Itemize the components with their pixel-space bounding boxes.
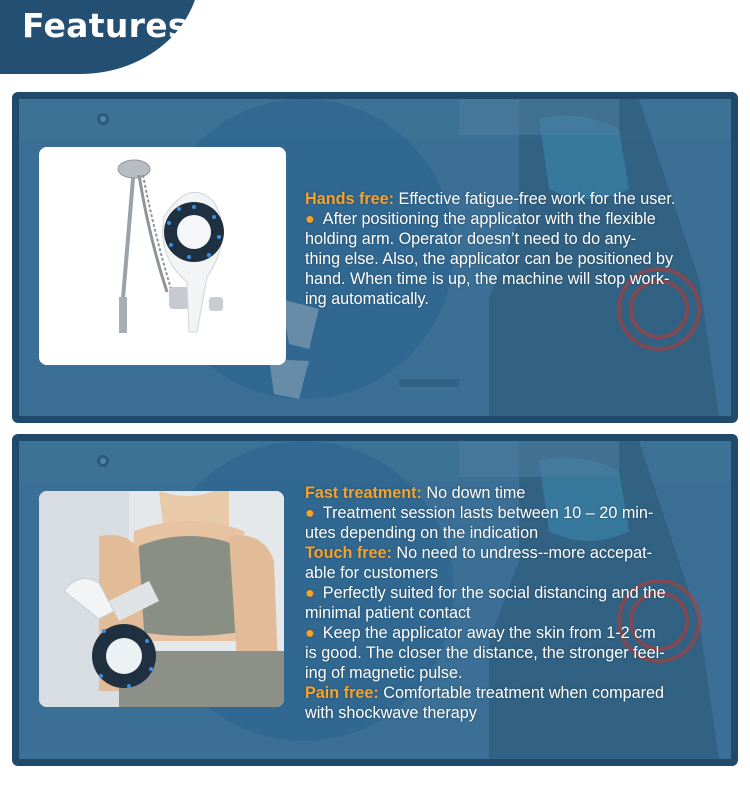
page-title: Features — [22, 6, 188, 45]
hands-free-text — [305, 189, 735, 309]
hands-free-line-2: holding arm. Operator doesn’t need to do any- — [305, 230, 637, 248]
hands-free-line-1: After positioning the applicator with the flexible — [322, 210, 656, 228]
distance-line-3: ing of magnetic pulse. — [305, 664, 463, 682]
distancing-line-2: minimal patient contact — [305, 604, 471, 622]
bullet-icon: ● — [305, 504, 315, 522]
touch-free-heading: Touch free: — [305, 544, 392, 562]
bullet-icon: ● — [305, 210, 315, 228]
patient-treatment-photo — [39, 491, 284, 707]
applicator-arm-photo — [39, 147, 286, 365]
fast-treatment-summary: No down time — [421, 484, 526, 502]
treatment-text — [305, 483, 735, 723]
distance-line-1: Keep the applicator away the skin from 1-2 cm — [322, 624, 656, 642]
fast-treatment-heading: Fast treatment: — [305, 484, 422, 502]
distance-line-2: is good. The closer the distance, the stronger feel- — [305, 644, 665, 662]
hands-free-line-3: thing else. Also, the applicator can be positioned by — [305, 250, 674, 268]
hands-free-summary: Effective fatigue-free work for the user. — [394, 190, 676, 208]
feature-panel-hands-free — [12, 92, 738, 423]
session-line-2: utes depending on the indication — [305, 524, 539, 542]
distancing-line-1: Perfectly suited for the social distancing and the — [322, 584, 666, 602]
pain-free-heading: Pain free: — [305, 684, 379, 702]
bullet-icon: ● — [305, 584, 315, 602]
feature-panel-treatment — [12, 434, 738, 766]
hands-free-heading: Hands free: — [305, 190, 395, 208]
session-line-1: Treatment session lasts between 10 – 20 min- — [322, 504, 654, 522]
hands-free-line-5: ing automatically. — [305, 290, 429, 308]
bullet-icon: ● — [305, 624, 315, 642]
pain-free-summary: Comfortable treatment when compared — [378, 684, 664, 702]
hands-free-line-4: hand. When time is up, the machine will stop work- — [305, 270, 670, 288]
pain-free-line-2: with shockwave therapy — [305, 704, 477, 722]
touch-free-summary: No need to undress--more accepat- — [391, 544, 652, 562]
touch-free-line-2: able for customers — [305, 564, 439, 582]
